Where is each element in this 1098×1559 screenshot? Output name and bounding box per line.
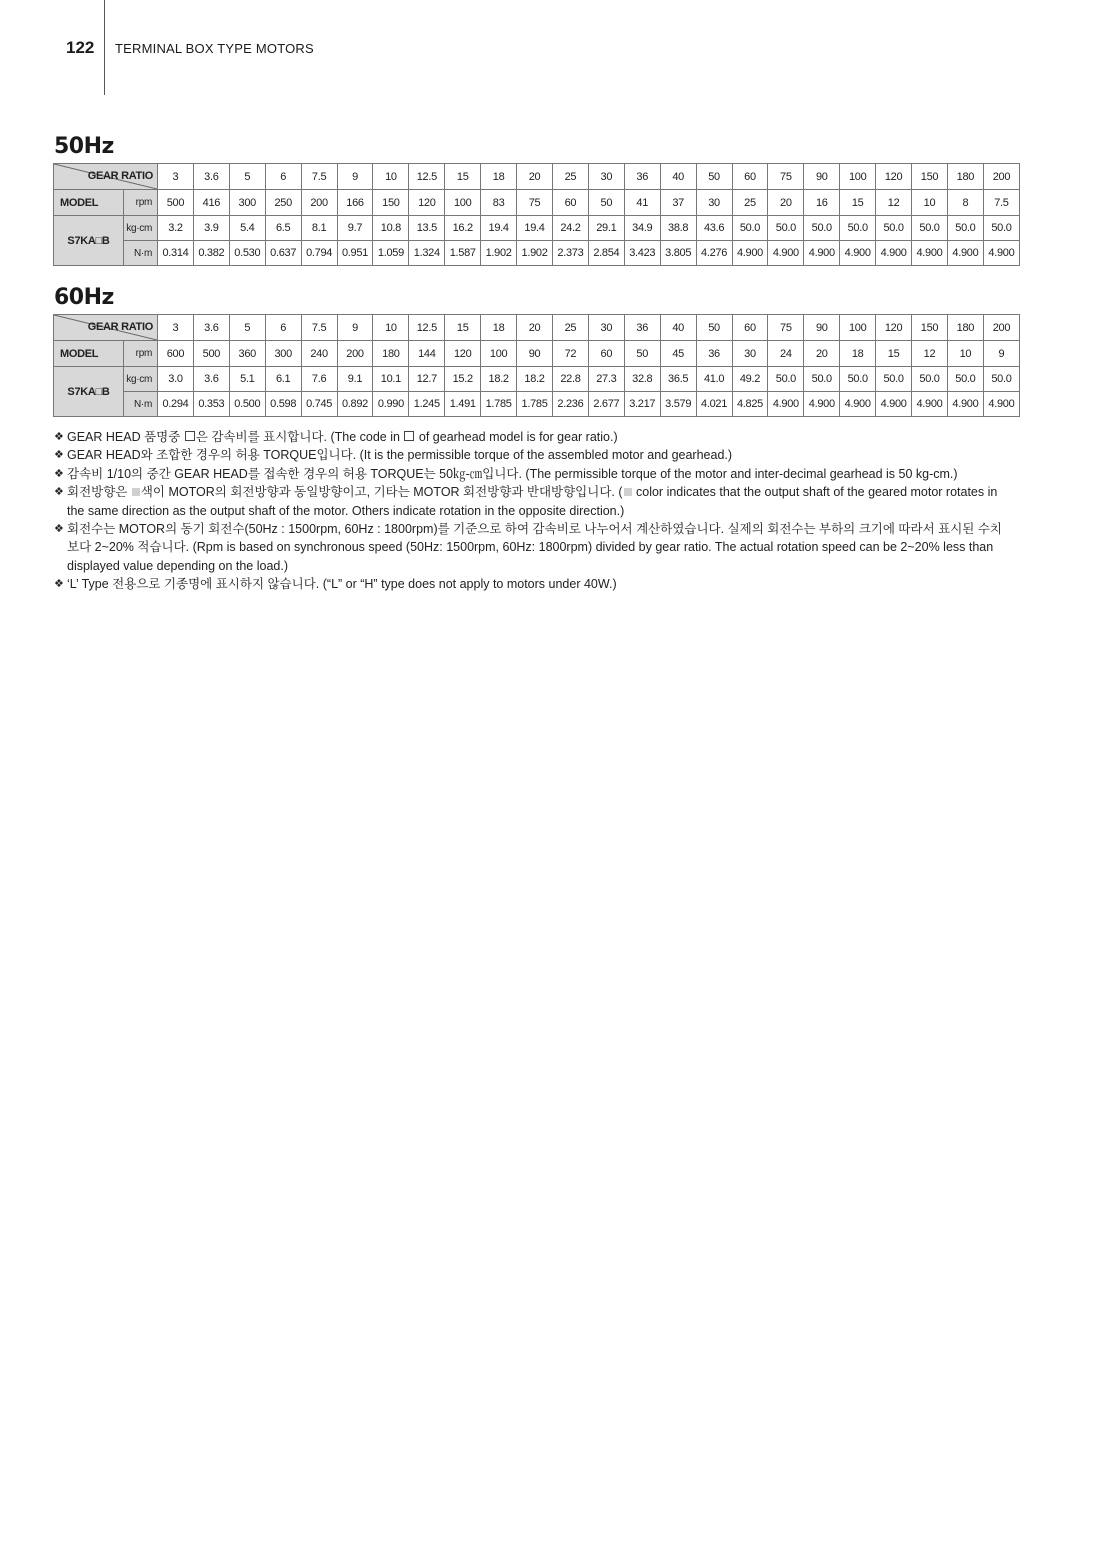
torque-nm-cell: 2.854: [588, 241, 624, 266]
gear-ratio-cell: 10: [373, 164, 409, 190]
rpm-cell: 500: [158, 190, 194, 216]
gear-ratio-cell: 100: [840, 315, 876, 341]
rpm-cell: 20: [804, 341, 840, 367]
torque-kgcm-cell: 36.5: [660, 367, 696, 392]
gear-ratio-cell: 25: [552, 164, 588, 190]
gear-ratio-cell: 50: [696, 164, 732, 190]
torque-kgcm-cell: 50.0: [912, 367, 948, 392]
torque-kgcm-cell: 13.5: [409, 216, 445, 241]
torque-kgcm-cell: 50.0: [876, 216, 912, 241]
rpm-cell: 16: [804, 190, 840, 216]
rpm-cell: 600: [158, 341, 194, 367]
gear-ratio-cell: 75: [768, 315, 804, 341]
gear-ratio-cell: 180: [947, 315, 983, 341]
rpm-cell: 144: [409, 341, 445, 367]
torque-nm-cell: 0.598: [265, 392, 301, 417]
torque-kgcm-cell: 29.1: [588, 216, 624, 241]
rpm-cell: 12: [912, 341, 948, 367]
rpm-cell: 166: [337, 190, 373, 216]
torque-kgcm-cell: 50.0: [732, 216, 768, 241]
torque-kgcm-cell: 12.7: [409, 367, 445, 392]
note-text: 은 감속비를 표시합니다. (The code in: [195, 430, 404, 444]
torque-nm-cell: 1.324: [409, 241, 445, 266]
torque-kgcm-row: [54, 216, 1020, 241]
rpm-cell: 250: [265, 190, 301, 216]
torque-kgcm-cell: 50.0: [947, 216, 983, 241]
rpm-cell: 10: [947, 341, 983, 367]
torque-nm-cell: 0.353: [193, 392, 229, 417]
torque-kgcm-cell: 10.1: [373, 367, 409, 392]
torque-nm-cell: 4.900: [947, 241, 983, 266]
gear-ratio-cell: 60: [732, 315, 768, 341]
rpm-cell: 360: [229, 341, 265, 367]
torque-kgcm-cell: 5.4: [229, 216, 265, 241]
gear-ratio-cell: 7.5: [301, 164, 337, 190]
rpm-cell: 9: [983, 341, 1019, 367]
torque-nm-cell: 0.314: [158, 241, 194, 266]
note-item: [54, 465, 1014, 483]
torque-kgcm-cell: 22.8: [552, 367, 588, 392]
model-header: MODEL: [60, 196, 99, 209]
torque-kgcm-cell: 50.0: [876, 367, 912, 392]
rpm-cell: 83: [481, 190, 517, 216]
gear-ratio-cell: 25: [552, 315, 588, 341]
rpm-cell: 100: [481, 341, 517, 367]
torque-nm-cell: 0.892: [337, 392, 373, 417]
torque-kgcm-cell: 50.0: [912, 216, 948, 241]
note-text: 색이 MOTOR의 회전방향과 동일방향이고, 기타는 MOTOR 회전방향과 반대방향입니다. (: [140, 485, 623, 500]
torque-nm-cell: 4.021: [696, 392, 732, 417]
torque-nm-cell: 4.900: [732, 241, 768, 266]
torque-nm-cell: 3.579: [660, 392, 696, 417]
torque-kgcm-cell: 41.0: [696, 367, 732, 392]
section-title-50hz: 50Hz: [54, 134, 114, 159]
torque-kgcm-cell: 3.2: [158, 216, 194, 241]
rpm-cell: 200: [301, 190, 337, 216]
gear-ratio-cell: 9: [337, 164, 373, 190]
bullet-icon: ❖: [54, 486, 64, 499]
torque-kgcm-cell: 19.4: [481, 216, 517, 241]
bullet-icon: ❖: [54, 431, 64, 443]
gear-ratio-cell: 5: [229, 164, 265, 190]
gear-ratio-cell: 200: [983, 164, 1019, 190]
rpm-cell: 100: [445, 190, 481, 216]
note-item: [54, 428, 1014, 446]
rpm-cell: 180: [373, 341, 409, 367]
unit-nm: N·m: [124, 392, 158, 417]
rpm-cell: 60: [588, 341, 624, 367]
note-item: [54, 446, 1014, 464]
torque-kgcm-cell: 32.8: [624, 367, 660, 392]
gear-ratio-cell: 100: [840, 164, 876, 190]
torque-nm-cell: 4.825: [732, 392, 768, 417]
rpm-cell: 37: [660, 190, 696, 216]
bullet-icon: ❖: [54, 578, 64, 591]
torque-kgcm-cell: 3.0: [158, 367, 194, 392]
gear-ratio-cell: 30: [588, 164, 624, 190]
torque-nm-cell: 1.785: [481, 392, 517, 417]
torque-nm-cell: 2.373: [552, 241, 588, 266]
gear-ratio-cell: 3: [158, 315, 194, 341]
rpm-cell: 30: [696, 190, 732, 216]
gear-ratio-cell: 90: [804, 315, 840, 341]
torque-nm-cell: 0.990: [373, 392, 409, 417]
gear-ratio-cell: 36: [624, 164, 660, 190]
square-icon: [404, 431, 414, 441]
torque-nm-cell: 4.900: [768, 392, 804, 417]
torque-kgcm-cell: 38.8: [660, 216, 696, 241]
gear-ratio-cell: 120: [876, 315, 912, 341]
rpm-cell: 20: [768, 190, 804, 216]
torque-kgcm-cell: 24.2: [552, 216, 588, 241]
rpm-cell: 50: [588, 190, 624, 216]
bullet-icon: ❖: [54, 449, 64, 462]
torque-kgcm-row: [54, 367, 1020, 392]
torque-kgcm-cell: 50.0: [840, 367, 876, 392]
torque-nm-cell: 3.805: [660, 241, 696, 266]
model-name: S7KA□B: [67, 385, 110, 398]
shaded-square-icon: [132, 488, 140, 496]
rpm-cell: 75: [517, 190, 553, 216]
torque-nm-cell: 4.900: [840, 392, 876, 417]
header-divider: [104, 0, 105, 95]
rpm-cell: 45: [660, 341, 696, 367]
rpm-cell: 10: [912, 190, 948, 216]
section-title-60hz: 60Hz: [54, 285, 114, 310]
torque-kgcm-cell: 34.9: [624, 216, 660, 241]
rpm-cell: 150: [373, 190, 409, 216]
torque-kgcm-cell: 18.2: [517, 367, 553, 392]
torque-kgcm-cell: 8.1: [301, 216, 337, 241]
torque-nm-cell: 2.236: [552, 392, 588, 417]
torque-nm-cell: 1.491: [445, 392, 481, 417]
gear-ratio-cell: 15: [445, 164, 481, 190]
rpm-cell: 25: [732, 190, 768, 216]
rpm-cell: 200: [337, 341, 373, 367]
torque-kgcm-cell: 43.6: [696, 216, 732, 241]
torque-kgcm-cell: 50.0: [947, 367, 983, 392]
note-text: GEAR HEAD 품명중: [67, 430, 184, 444]
note-text: color indicates that the output shaft of the geared motor rotates in the same direction as the output shaft of the motor. Others indicate rotation in the opposite direction.): [67, 485, 998, 518]
square-icon: [185, 431, 195, 441]
torque-kgcm-cell: 3.6: [193, 367, 229, 392]
rpm-row: [54, 190, 1020, 216]
torque-kgcm-cell: 16.2: [445, 216, 481, 241]
torque-nm-row: [54, 392, 1020, 417]
gear-ratio-cell: 3.6: [193, 315, 229, 341]
gear-ratio-cell: 6: [265, 315, 301, 341]
gear-ratio-cell: 7.5: [301, 315, 337, 341]
gear-ratio-cell: 90: [804, 164, 840, 190]
gear-ratio-cell: 10: [373, 315, 409, 341]
torque-nm-cell: 1.587: [445, 241, 481, 266]
rpm-cell: 120: [445, 341, 481, 367]
gear-ratio-cell: 75: [768, 164, 804, 190]
rpm-cell: 41: [624, 190, 660, 216]
note-item: [54, 575, 1014, 593]
model-header-cell: [54, 341, 124, 367]
torque-kgcm-cell: 19.4: [517, 216, 553, 241]
rpm-cell: 500: [193, 341, 229, 367]
rpm-row: [54, 341, 1020, 367]
torque-nm-cell: 0.745: [301, 392, 337, 417]
gear-ratio-row: [54, 315, 1020, 341]
rpm-cell: 50: [624, 341, 660, 367]
gear-ratio-cell: 50: [696, 315, 732, 341]
note-text: GEAR HEAD와 조합한 경우의 허용 TORQUE입니다. (It is the permissible torque of the assembled motor and gearhead.): [67, 448, 733, 463]
rpm-cell: 15: [840, 190, 876, 216]
notes: [54, 428, 1014, 594]
torque-nm-row: [54, 241, 1020, 266]
torque-kgcm-cell: 7.6: [301, 367, 337, 392]
gear-ratio-cell: 40: [660, 315, 696, 341]
gear-ratio-cell: 120: [876, 164, 912, 190]
gear-ratio-cell: 200: [983, 315, 1019, 341]
torque-kgcm-cell: 49.2: [732, 367, 768, 392]
torque-nm-cell: 3.217: [624, 392, 660, 417]
gear-ratio-cell: 18: [481, 164, 517, 190]
torque-kgcm-cell: 9.7: [337, 216, 373, 241]
gear-ratio-cell: 20: [517, 164, 553, 190]
gear-ratio-cell: 15: [445, 315, 481, 341]
page-number: 122: [66, 38, 95, 57]
rpm-cell: 12: [876, 190, 912, 216]
torque-nm-cell: 4.900: [804, 392, 840, 417]
gear-ratio-cell: 20: [517, 315, 553, 341]
torque-nm-cell: 3.423: [624, 241, 660, 266]
gear-ratio-header: GEAR RATIO: [87, 170, 153, 182]
note-text: 회전방향은: [67, 485, 131, 500]
rpm-cell: 8: [947, 190, 983, 216]
model-header-cell: [54, 190, 124, 216]
header-title: TERMINAL BOX TYPE MOTORS: [115, 41, 314, 56]
torque-nm-cell: 0.500: [229, 392, 265, 417]
rpm-cell: 120: [409, 190, 445, 216]
note-item: [54, 483, 1014, 520]
torque-kgcm-cell: 6.5: [265, 216, 301, 241]
gear-ratio-cell: 40: [660, 164, 696, 190]
rpm-cell: 90: [517, 341, 553, 367]
gear-ratio-cell: 30: [588, 315, 624, 341]
torque-kgcm-cell: 50.0: [768, 367, 804, 392]
gear-ratio-cell: 150: [912, 164, 948, 190]
unit-kgcm: kg·cm: [124, 216, 158, 241]
note-text: 회전수는 MOTOR의 동기 회전수(50Hz : 1500rpm, 60Hz : 1800rpm)를 기준으로 하여 감속비로 나누어서 계산하였습니다. 실제의 회전수는 부하의 크기에 따라서 표시된 수치보다 2~20% 적습니다. (Rpm is based on synchronous speed (50Hz: 1500rpm, 60Hz: 1800rpm) divided by gear ratio. The actual rotation speed can be 2~20% less than displayed value depending on the load.): [67, 522, 1002, 573]
torque-nm-cell: 4.900: [876, 392, 912, 417]
torque-nm-cell: 2.677: [588, 392, 624, 417]
gear-ratio-cell: 36: [624, 315, 660, 341]
torque-nm-cell: 4.900: [804, 241, 840, 266]
bullet-icon: ❖: [54, 523, 64, 536]
torque-kgcm-cell: 18.2: [481, 367, 517, 392]
gear-ratio-cell: 3: [158, 164, 194, 190]
note-text: of gearhead model is for gear ratio.): [415, 430, 618, 444]
rpm-cell: 15: [876, 341, 912, 367]
unit-nm: N·m: [124, 241, 158, 266]
torque-kgcm-cell: 6.1: [265, 367, 301, 392]
gear-ratio-cell: 5: [229, 315, 265, 341]
torque-nm-cell: 1.902: [517, 241, 553, 266]
note-text: 감속비 1/10의 중간 GEAR HEAD를 접속한 경우의 허용 TORQUE는 50㎏-㎝입니다. (The permissible torque of the motor and inter-decimal gearhead is 50 kg-cm.): [67, 466, 958, 481]
torque-kgcm-cell: 50.0: [840, 216, 876, 241]
rpm-cell: 18: [840, 341, 876, 367]
torque-kgcm-cell: 3.9: [193, 216, 229, 241]
note-text: ‘L’ Type 전용으로 기종명에 표시하지 않습니다. (“L” or “H” type does not apply to motors under 40W.): [67, 577, 617, 592]
torque-nm-cell: 4.900: [983, 392, 1019, 417]
torque-nm-cell: 0.637: [265, 241, 301, 266]
header-corner-cell: [54, 315, 158, 341]
rpm-cell: 300: [265, 341, 301, 367]
torque-kgcm-cell: 27.3: [588, 367, 624, 392]
torque-nm-cell: 4.900: [912, 392, 948, 417]
gear-ratio-cell: 60: [732, 164, 768, 190]
model-name: S7KA□B: [67, 234, 110, 247]
torque-nm-cell: 1.059: [373, 241, 409, 266]
gear-ratio-cell: 12.5: [409, 164, 445, 190]
unit-rpm: rpm: [124, 341, 158, 367]
torque-kgcm-cell: 10.8: [373, 216, 409, 241]
torque-nm-cell: 4.900: [840, 241, 876, 266]
torque-nm-cell: 4.900: [983, 241, 1019, 266]
bullet-icon: ❖: [54, 467, 64, 480]
rpm-cell: 240: [301, 341, 337, 367]
torque-nm-cell: 0.382: [193, 241, 229, 266]
torque-nm-cell: 1.785: [517, 392, 553, 417]
rpm-cell: 24: [768, 341, 804, 367]
gear-ratio-cell: 180: [947, 164, 983, 190]
rpm-cell: 60: [552, 190, 588, 216]
torque-kgcm-cell: 50.0: [983, 216, 1019, 241]
torque-nm-cell: 4.900: [947, 392, 983, 417]
torque-nm-cell: 4.900: [876, 241, 912, 266]
note-item: [54, 520, 1014, 575]
unit-rpm: rpm: [124, 190, 158, 216]
torque-kgcm-cell: 50.0: [983, 367, 1019, 392]
rpm-cell: 30: [732, 341, 768, 367]
torque-nm-cell: 0.294: [158, 392, 194, 417]
gear-ratio-header: GEAR RATIO: [87, 321, 153, 333]
spec-table-50hz: [53, 163, 1020, 266]
rpm-cell: 72: [552, 341, 588, 367]
header-corner-cell: [54, 164, 158, 190]
gear-ratio-cell: 18: [481, 315, 517, 341]
rpm-cell: 300: [229, 190, 265, 216]
torque-nm-cell: 0.530: [229, 241, 265, 266]
torque-nm-cell: 4.900: [912, 241, 948, 266]
torque-nm-cell: 1.902: [481, 241, 517, 266]
gear-ratio-cell: 6: [265, 164, 301, 190]
model-header: MODEL: [60, 347, 99, 360]
unit-kgcm: kg·cm: [124, 367, 158, 392]
torque-kgcm-cell: 9.1: [337, 367, 373, 392]
torque-kgcm-cell: 15.2: [445, 367, 481, 392]
rpm-cell: 7.5: [983, 190, 1019, 216]
rpm-cell: 416: [193, 190, 229, 216]
torque-nm-cell: 4.900: [768, 241, 804, 266]
torque-kgcm-cell: 50.0: [804, 367, 840, 392]
spec-table-60hz: [53, 314, 1020, 417]
torque-nm-cell: 4.276: [696, 241, 732, 266]
torque-kgcm-cell: 50.0: [804, 216, 840, 241]
gear-ratio-cell: 3.6: [193, 164, 229, 190]
gear-ratio-cell: 12.5: [409, 315, 445, 341]
torque-nm-cell: 0.951: [337, 241, 373, 266]
gear-ratio-row: [54, 164, 1020, 190]
torque-kgcm-cell: 5.1: [229, 367, 265, 392]
model-cell: [54, 367, 124, 417]
gear-ratio-cell: 150: [912, 315, 948, 341]
torque-kgcm-cell: 50.0: [768, 216, 804, 241]
rpm-cell: 36: [696, 341, 732, 367]
torque-nm-cell: 0.794: [301, 241, 337, 266]
gear-ratio-cell: 9: [337, 315, 373, 341]
model-cell: [54, 216, 124, 266]
shaded-square-icon: [624, 488, 632, 496]
torque-nm-cell: 1.245: [409, 392, 445, 417]
